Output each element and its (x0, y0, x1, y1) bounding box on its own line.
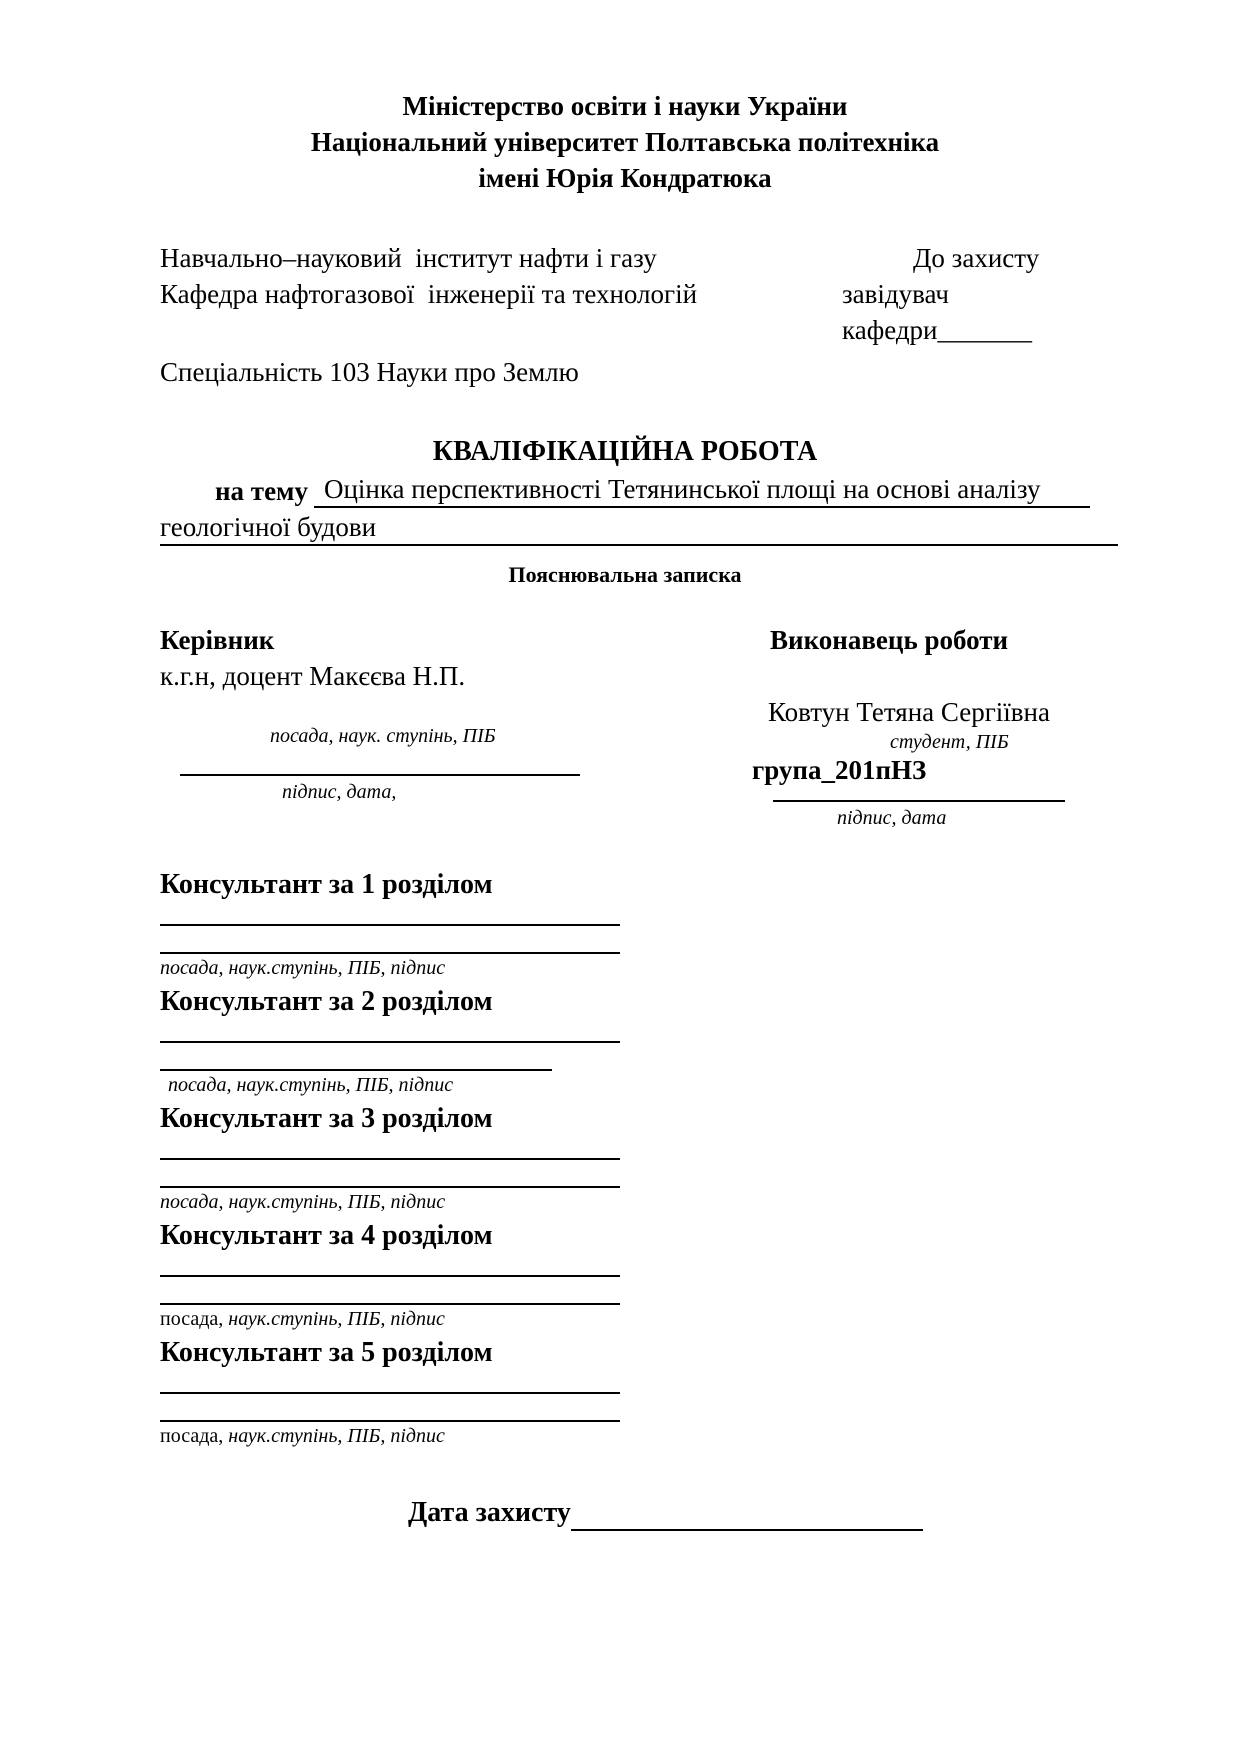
to-defense-label: До захисту (913, 243, 1040, 273)
ministry-line1: Міністерство освіти і науки України (402, 91, 848, 121)
caption-italic-part: наук.ступінь, ПІБ, підпис (228, 1308, 445, 1330)
supervisor-heading: Керівник (160, 625, 275, 655)
spacer (690, 658, 1100, 694)
consultant-1-title: Консультант за 1 розділом (160, 869, 493, 900)
consultant-1-line-2 (160, 926, 620, 954)
consultant-2-caption (160, 1074, 620, 1096)
consultants-section (160, 868, 620, 1447)
consultant-2-line-1 (160, 1019, 620, 1043)
spacer (620, 622, 690, 830)
university-name-continued: імені Юрія Кондратюка (478, 163, 772, 193)
consultant-3-title: Консультант за 3 розділом (160, 1103, 493, 1134)
defense-date-blank-line (571, 1501, 923, 1531)
consultant-1-caption (160, 957, 620, 979)
consultant-4-line-1 (160, 1253, 620, 1277)
executor-name-caption: студент, ПІБ (890, 731, 1009, 753)
department-name: Кафедра нафтогазової інженерії та технологій (160, 279, 698, 309)
approval-block (842, 240, 1090, 348)
university-name: Національний університет Полтавська політехніка (310, 127, 940, 157)
executor-block (690, 622, 1100, 830)
department-signature-blank: кафедри_______ (842, 315, 1033, 345)
caption-plain-part: посада, (160, 1425, 229, 1447)
defense-date-label: Дата захисту (408, 1497, 571, 1528)
supervisor-name: к.г.н, доцент Макєєва Н.П. (160, 661, 466, 691)
defense-date-row (408, 1495, 1090, 1531)
caption-italic-part: наук.ступінь, ПІБ, підпис (228, 1425, 445, 1447)
caption-italic-part: посада, наук.ступінь, ПІБ, підпис (168, 1074, 454, 1096)
caption-italic-part: посада, наук.ступінь, ПІБ, підпис (160, 957, 446, 979)
institute-block (160, 240, 842, 348)
work-type-title: КВАЛІФІКАЦІЙНА РОБОТА (432, 436, 818, 467)
consultant-5-caption (160, 1425, 620, 1447)
consultant-4-caption (160, 1308, 620, 1330)
supervisor-position-caption: посада, наук. ступінь, ПІБ (270, 725, 496, 747)
executor-name: Ковтун Тетяна Сергіївна (768, 697, 1050, 727)
executor-signature-line (773, 786, 1065, 802)
supervisor-signature-line (180, 748, 580, 776)
consultant-block-3 (160, 1102, 620, 1213)
consultant-3-line-1 (160, 1136, 620, 1160)
consultant-5-title: Консультант за 5 розділом (160, 1337, 493, 1368)
topic-line-1 (160, 472, 1090, 508)
caption-plain-part: посада, (160, 1308, 229, 1330)
head-label: завідувач (842, 279, 950, 309)
consultant-3-caption (160, 1191, 620, 1213)
ministry-header (160, 88, 1090, 196)
executor-group: група_201пНЗ (752, 755, 927, 785)
spacer (160, 694, 620, 724)
consultant-block-5 (160, 1336, 620, 1447)
consultant-4-line-2 (160, 1277, 620, 1305)
people-row (160, 622, 1090, 830)
topic-text-line2: геологічної будови (160, 510, 1118, 546)
executor-signature-caption: підпис, дата (837, 807, 947, 829)
topic-label: на тему (215, 476, 308, 506)
explanatory-note-subtitle: Пояснювальна записка (508, 562, 742, 587)
consultant-1-line-1 (160, 902, 620, 926)
supervisor-block (160, 622, 620, 830)
consultant-2-title: Консультант за 2 розділом (160, 986, 493, 1017)
consultant-5-line-2 (160, 1394, 620, 1422)
topic-text-line1: Оцінка перспективності Тетянинської площі на основі аналізу (314, 472, 1090, 508)
consultant-4-title: Консультант за 4 розділом (160, 1220, 493, 1251)
executor-heading: Виконавець роботи (770, 625, 1009, 655)
consultant-2-line-2 (160, 1043, 552, 1071)
supervisor-signature-caption: підпис, дата, (282, 781, 397, 803)
consultant-block-1 (160, 868, 620, 979)
consultant-5-line-1 (160, 1370, 620, 1394)
specialty-line: Спеціальність 103 Науки про Землю (160, 357, 579, 387)
caption-italic-part: посада, наук.ступінь, ПІБ, підпис (160, 1191, 446, 1213)
consultant-block-2 (160, 985, 620, 1096)
institute-approval-row (160, 240, 1090, 348)
consultant-3-line-2 (160, 1160, 620, 1188)
institute-name: Навчально–науковий інститут нафти і газу (160, 243, 657, 273)
consultant-block-4 (160, 1219, 620, 1330)
